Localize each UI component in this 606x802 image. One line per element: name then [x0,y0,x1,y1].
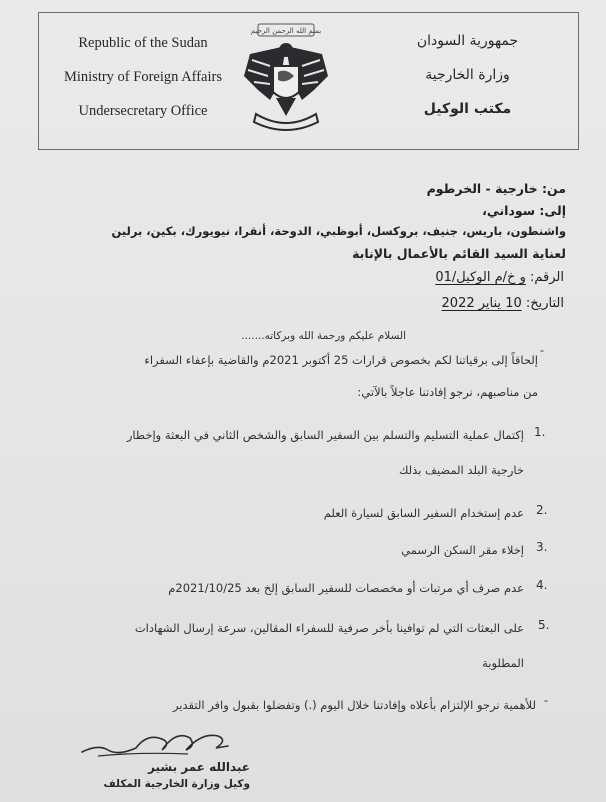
routing-from: من: خارجية - الخرطوم [426,181,566,196]
intro-line-1: إلحاقاً إلى برقياتنا لكم بخصوص قرارات 25 أكتوبر 2021م والقاضية بإعفاء السفراء [144,353,538,367]
item-5-line-2: المطلوبة [482,656,524,670]
routing-attention: لعناية السيد القائم بالأعمال بالإنابة [352,246,566,261]
letterhead-english [58,26,228,128]
routing-to: إلى: سوداني، [482,203,566,218]
reference-number [435,270,564,285]
item-2-line-1: عدم إستخدام السفير السابق لسيارة العلم [323,506,524,520]
letterhead-en-country: Republic of the Sudan [78,35,208,51]
reference-date [442,296,564,311]
item-1-line-2: خارجية البلد المضيف بذلك [398,463,524,477]
reference-number-value: و خ/م الوكيل/01 [435,270,526,285]
item-5-line-1: على البعثات التي لم توافينا بأخر صرفية للسفراء المقالين، سرعة إرسال الشهادات [134,621,524,635]
routing-missions: واشنطون، باريس، جنيف، بروكسل، أبوظبي، الدوحة، أنقرا، نيويورك، بكين، برلين [111,224,566,238]
letterhead-en-ministry: Ministry of Foreign Affairs [63,69,222,85]
letterhead-ar-ministry: وزارة الخارجية [425,67,510,83]
handwritten-signature-icon [78,722,238,764]
letterhead-en-office: Undersecretary Office [78,103,208,119]
intro-line-2: من مناصبهم، نرجو إفادتنا عاجلاً بالآتي: [357,385,538,399]
signatory-name: عبدالله عمر بشير [148,760,250,774]
greeting: السلام عليكم ورحمة الله وبركاته....... [241,330,406,342]
letterhead-ar-office: مكتب الوكيل [423,101,512,117]
closing-bullet-icon: - [544,693,549,707]
letterhead-arabic [385,24,550,126]
reference-date-value: 10 يناير 2022 [441,296,522,311]
item-number: 5. [538,618,550,632]
letterhead-ar-country: جمهورية السودان [416,33,519,49]
item-number: 3. [536,540,548,554]
item-3-line-1: إخلاء مقر السكن الرسمي [401,543,524,557]
closing-line: للأهمية نرجو الإلتزام بأعلاه وإفادتنا خلال اليوم (.) وتفضلوا بقبول وافر التقدير [172,698,536,712]
emblem-basmala: بسم الله الرحمن الرحيم [250,27,322,35]
intro-bullet-icon: - [540,343,545,357]
item-number: 1. [534,425,546,439]
item-1-line-1: إكتمال عملية التسليم والتسلم بين السفير السابق والشخص الثاني في البعثة وإخطار [126,428,524,442]
signatory-title: وكيل وزارة الخارجية المكلف [103,778,250,790]
item-4-line-1: عدم صرف أي مرتبات أو مخصصات للسفير السابق إلخ بعد 2021/10/25م [168,581,524,595]
item-number: 4. [536,578,548,592]
reference-number-label: الرقم: [530,270,564,285]
item-number: 2. [536,503,548,517]
reference-date-label: التاريخ: [525,296,564,311]
sudan-emblem-icon [240,20,332,136]
